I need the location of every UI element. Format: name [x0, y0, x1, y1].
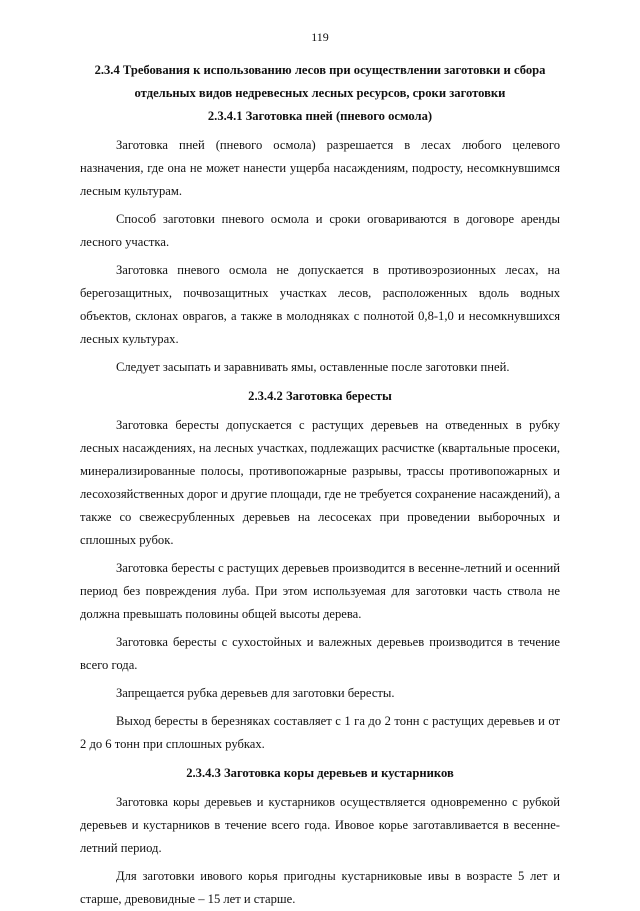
paragraph: Запрещается рубка деревьев для заготовки бересты. — [116, 686, 395, 700]
paragraph: Заготовка коры деревьев и кустарников осуществляется одновременно с рубкой деревьев и кустарников в течение всего года. Ивовое корье заготавливается в весенне-летний период. — [80, 795, 560, 855]
paragraph: Заготовка пневого осмола не допускается в противоэрозионных лесах, на берегозащитных, почвозащитных участках лесов, расположенных вдоль водных объектов, склонах оврагов, а также в молодняках с полнотой 0,8-1,0 и несомкнувшихся лесных культурах. — [80, 263, 560, 346]
subsection-heading-birch-bark: 2.3.4.2 Заготовка бересты — [248, 389, 392, 403]
page-content — [80, 59, 560, 911]
paragraph: Заготовка бересты с растущих деревьев производится в весенне-летний и осенний период без повреждения луба. При этом используемая для заготовки часть ствола не должна превышать половины общей высоты дерева. — [80, 561, 560, 621]
paragraph: Способ заготовки пневого осмола и сроки оговариваются в договоре аренды лесного участка. — [80, 212, 560, 249]
subsection-heading-stumps: 2.3.4.1 Заготовка пней (пневого осмола) — [207, 109, 433, 123]
paragraph: Заготовка пней (пневого осмола) разрешается в лесах любого целевого назначения, где она не может нанести ущерба насаждениям, подросту, несомкнувшимся лесным культурам. — [80, 138, 560, 198]
paragraph: Заготовка бересты с сухостойных и валежных деревьев производится в течение всего года. — [80, 635, 560, 672]
section-title: 2.3.4 Требования к использованию лесов при осуществлении заготовки и сбора отдельных видов недревесных лесных ресурсов, сроки заготовки — [94, 63, 546, 100]
page-number: 119 — [311, 30, 329, 44]
paragraph: Следует засыпать и заравнивать ямы, оставленные после заготовки пней. — [116, 360, 510, 374]
paragraph: Выход бересты в березняках составляет с 1 га до 2 тонн с растущих деревьев и от 2 до 6 тонн при сплошных рубках. — [80, 714, 560, 751]
paragraph: Заготовка бересты допускается с растущих деревьев на отведенных в рубку лесных насаждениях, на лесных участках, подлежащих расчистке (квартальные просеки, минерализированные полосы, противопожарные разрывы, трассы противопожарных и лесохозяйственных дорог и другие площади, где не требуется сохранение насаждений), а также со свежесрубленных деревьев на лесосеках при проведении выборочных и сплошных рубок. — [80, 418, 560, 547]
subsection-heading-bark: 2.3.4.3 Заготовка коры деревьев и кустарников — [186, 766, 454, 780]
paragraph: Для заготовки ивового корья пригодны кустарниковые ивы в возрасте 5 лет и старше, древовидные – 15 лет и старше. — [80, 869, 560, 906]
